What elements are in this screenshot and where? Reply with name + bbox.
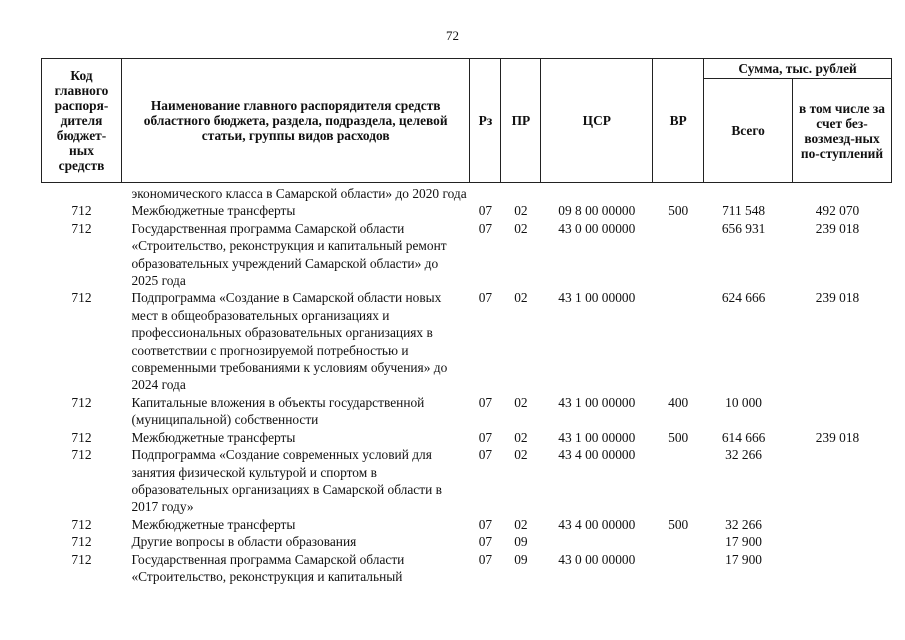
cell-code: 712 (71, 290, 92, 306)
cell-csr: 43 0 00 00000 (558, 551, 636, 567)
cell-pr: 02 (514, 447, 528, 463)
cell-name: Другие вопросы в области образования (131, 534, 357, 550)
table-row (42, 533, 892, 550)
cell-vr: 500 (668, 429, 689, 445)
cell-free: 492 070 (815, 203, 860, 219)
cell-rz: 07 (478, 447, 493, 463)
cell-csr: 43 1 00 00000 (558, 290, 636, 306)
cell-csr: 43 4 00 00000 (558, 516, 636, 532)
table-body (42, 183, 892, 586)
cell-pr: 09 (514, 534, 528, 550)
cell-code: 712 (71, 551, 92, 567)
cell-free (793, 394, 892, 429)
table-row (42, 202, 892, 219)
table-row (42, 551, 892, 586)
cell-vr: 500 (668, 203, 689, 219)
cell-pr: 02 (514, 429, 528, 445)
cell-vr (653, 220, 704, 290)
cell-code: 712 (71, 534, 92, 550)
cell-code: 712 (71, 203, 92, 219)
header-name: Наименование главного распорядителя средств областного бюджета, раздела, подраздела, целевой статьи, группы видов расходов (121, 59, 470, 183)
cell-pr: 09 (514, 551, 528, 567)
budget-table (41, 58, 892, 585)
table-row (42, 446, 892, 516)
cell-rz (470, 183, 501, 203)
cell-code (42, 183, 122, 203)
cell-name: Подпрограмма «Создание в Самарской области новых мест в общеобразовательных организациях и профессиональных образовательных организациях в соответствии с прогнозируемой потребностью и современными требованиями к условиям обучения» до 2024 года (131, 290, 448, 393)
page-number: 72 (446, 28, 459, 43)
cell-free (793, 551, 892, 586)
cell-rz: 07 (478, 534, 493, 550)
cell-rz: 07 (478, 551, 493, 567)
header-rz: Рз (470, 59, 501, 183)
cell-csr: 09 8 00 00000 (558, 203, 636, 219)
header-total: Всего (704, 79, 793, 183)
cell-free: 239 018 (815, 220, 860, 236)
cell-vr (653, 446, 704, 516)
table-row (42, 183, 892, 203)
header-pr: ПР (501, 59, 541, 183)
cell-csr: 43 1 00 00000 (558, 429, 636, 445)
cell-name: Государственная программа Самарской области «Строительство, реконструкция и капитальный ремонт образовательных учреждений Самарской области» до 2025 года (131, 220, 447, 289)
cell-rz: 07 (478, 394, 493, 410)
header-vr: ВР (653, 59, 704, 183)
cell-rz: 07 (478, 290, 493, 306)
cell-total: 17 900 (725, 534, 762, 550)
cell-vr (653, 183, 704, 203)
cell-csr (541, 533, 653, 550)
cell-csr (541, 183, 653, 203)
cell-pr (501, 183, 541, 203)
table-row (42, 516, 892, 533)
cell-free (793, 516, 892, 533)
cell-free (793, 533, 892, 550)
header-code: Код главного распоря-дителя бюджет-ных средств (42, 59, 122, 183)
cell-pr: 02 (514, 394, 528, 410)
cell-rz: 07 (478, 220, 493, 236)
cell-total: 614 666 (721, 429, 766, 445)
table-row (42, 220, 892, 290)
cell-total: 32 266 (725, 516, 762, 532)
cell-total: 10 000 (725, 394, 762, 410)
cell-total: 656 931 (721, 220, 766, 236)
cell-code: 712 (71, 516, 92, 532)
cell-csr: 43 4 00 00000 (558, 447, 636, 463)
table-row (42, 429, 892, 446)
header-sum: Сумма, тыс. рублей (704, 59, 892, 79)
cell-name: Капитальные вложения в объекты государственной (муниципальной) собственности (131, 394, 425, 428)
header-csr: ЦСР (541, 59, 653, 183)
cell-total: 624 666 (721, 290, 766, 306)
table-header (42, 59, 892, 183)
cell-vr: 400 (668, 394, 689, 410)
cell-pr: 02 (514, 516, 528, 532)
cell-code: 712 (71, 220, 92, 236)
cell-pr: 02 (514, 220, 528, 236)
cell-name: экономического класса в Самарской области» до 2020 года (131, 186, 467, 201)
cell-code: 712 (71, 447, 92, 463)
cell-total: 17 900 (725, 551, 762, 567)
cell-name: Государственная программа Самарской области «Строительство, реконструкция и капитальный (131, 551, 405, 584)
cell-name: Межбюджетные трансферты (131, 203, 296, 219)
cell-name: Межбюджетные трансферты (131, 429, 296, 445)
cell-total: 711 548 (722, 203, 766, 219)
cell-rz: 07 (478, 429, 493, 445)
cell-free: 239 018 (815, 429, 860, 445)
cell-total: 32 266 (725, 447, 762, 463)
cell-vr: 500 (668, 516, 689, 532)
cell-rz: 07 (478, 516, 493, 532)
cell-csr: 43 1 00 00000 (558, 394, 636, 410)
cell-csr: 43 0 00 00000 (558, 220, 636, 236)
header-free: в том числе за счет без-возмезд-ных по-ступлений (793, 79, 892, 183)
table-row (42, 394, 892, 429)
cell-free: 239 018 (815, 290, 860, 306)
cell-name: Межбюджетные трансферты (131, 516, 296, 532)
cell-pr: 02 (514, 203, 528, 219)
cell-name: Подпрограмма «Создание современных условий для занятия физической культурой и спортом в образовательных организациях в Самарской области в 2017 году» (131, 447, 442, 515)
cell-vr (653, 533, 704, 550)
cell-pr: 02 (514, 290, 528, 306)
cell-code: 712 (71, 429, 92, 445)
cell-rz: 07 (478, 203, 493, 219)
cell-code: 712 (71, 394, 92, 410)
cell-vr (653, 289, 704, 393)
table-row (42, 289, 892, 393)
cell-total (704, 183, 793, 203)
cell-vr (653, 551, 704, 586)
cell-free (793, 446, 892, 516)
cell-free (793, 183, 892, 203)
